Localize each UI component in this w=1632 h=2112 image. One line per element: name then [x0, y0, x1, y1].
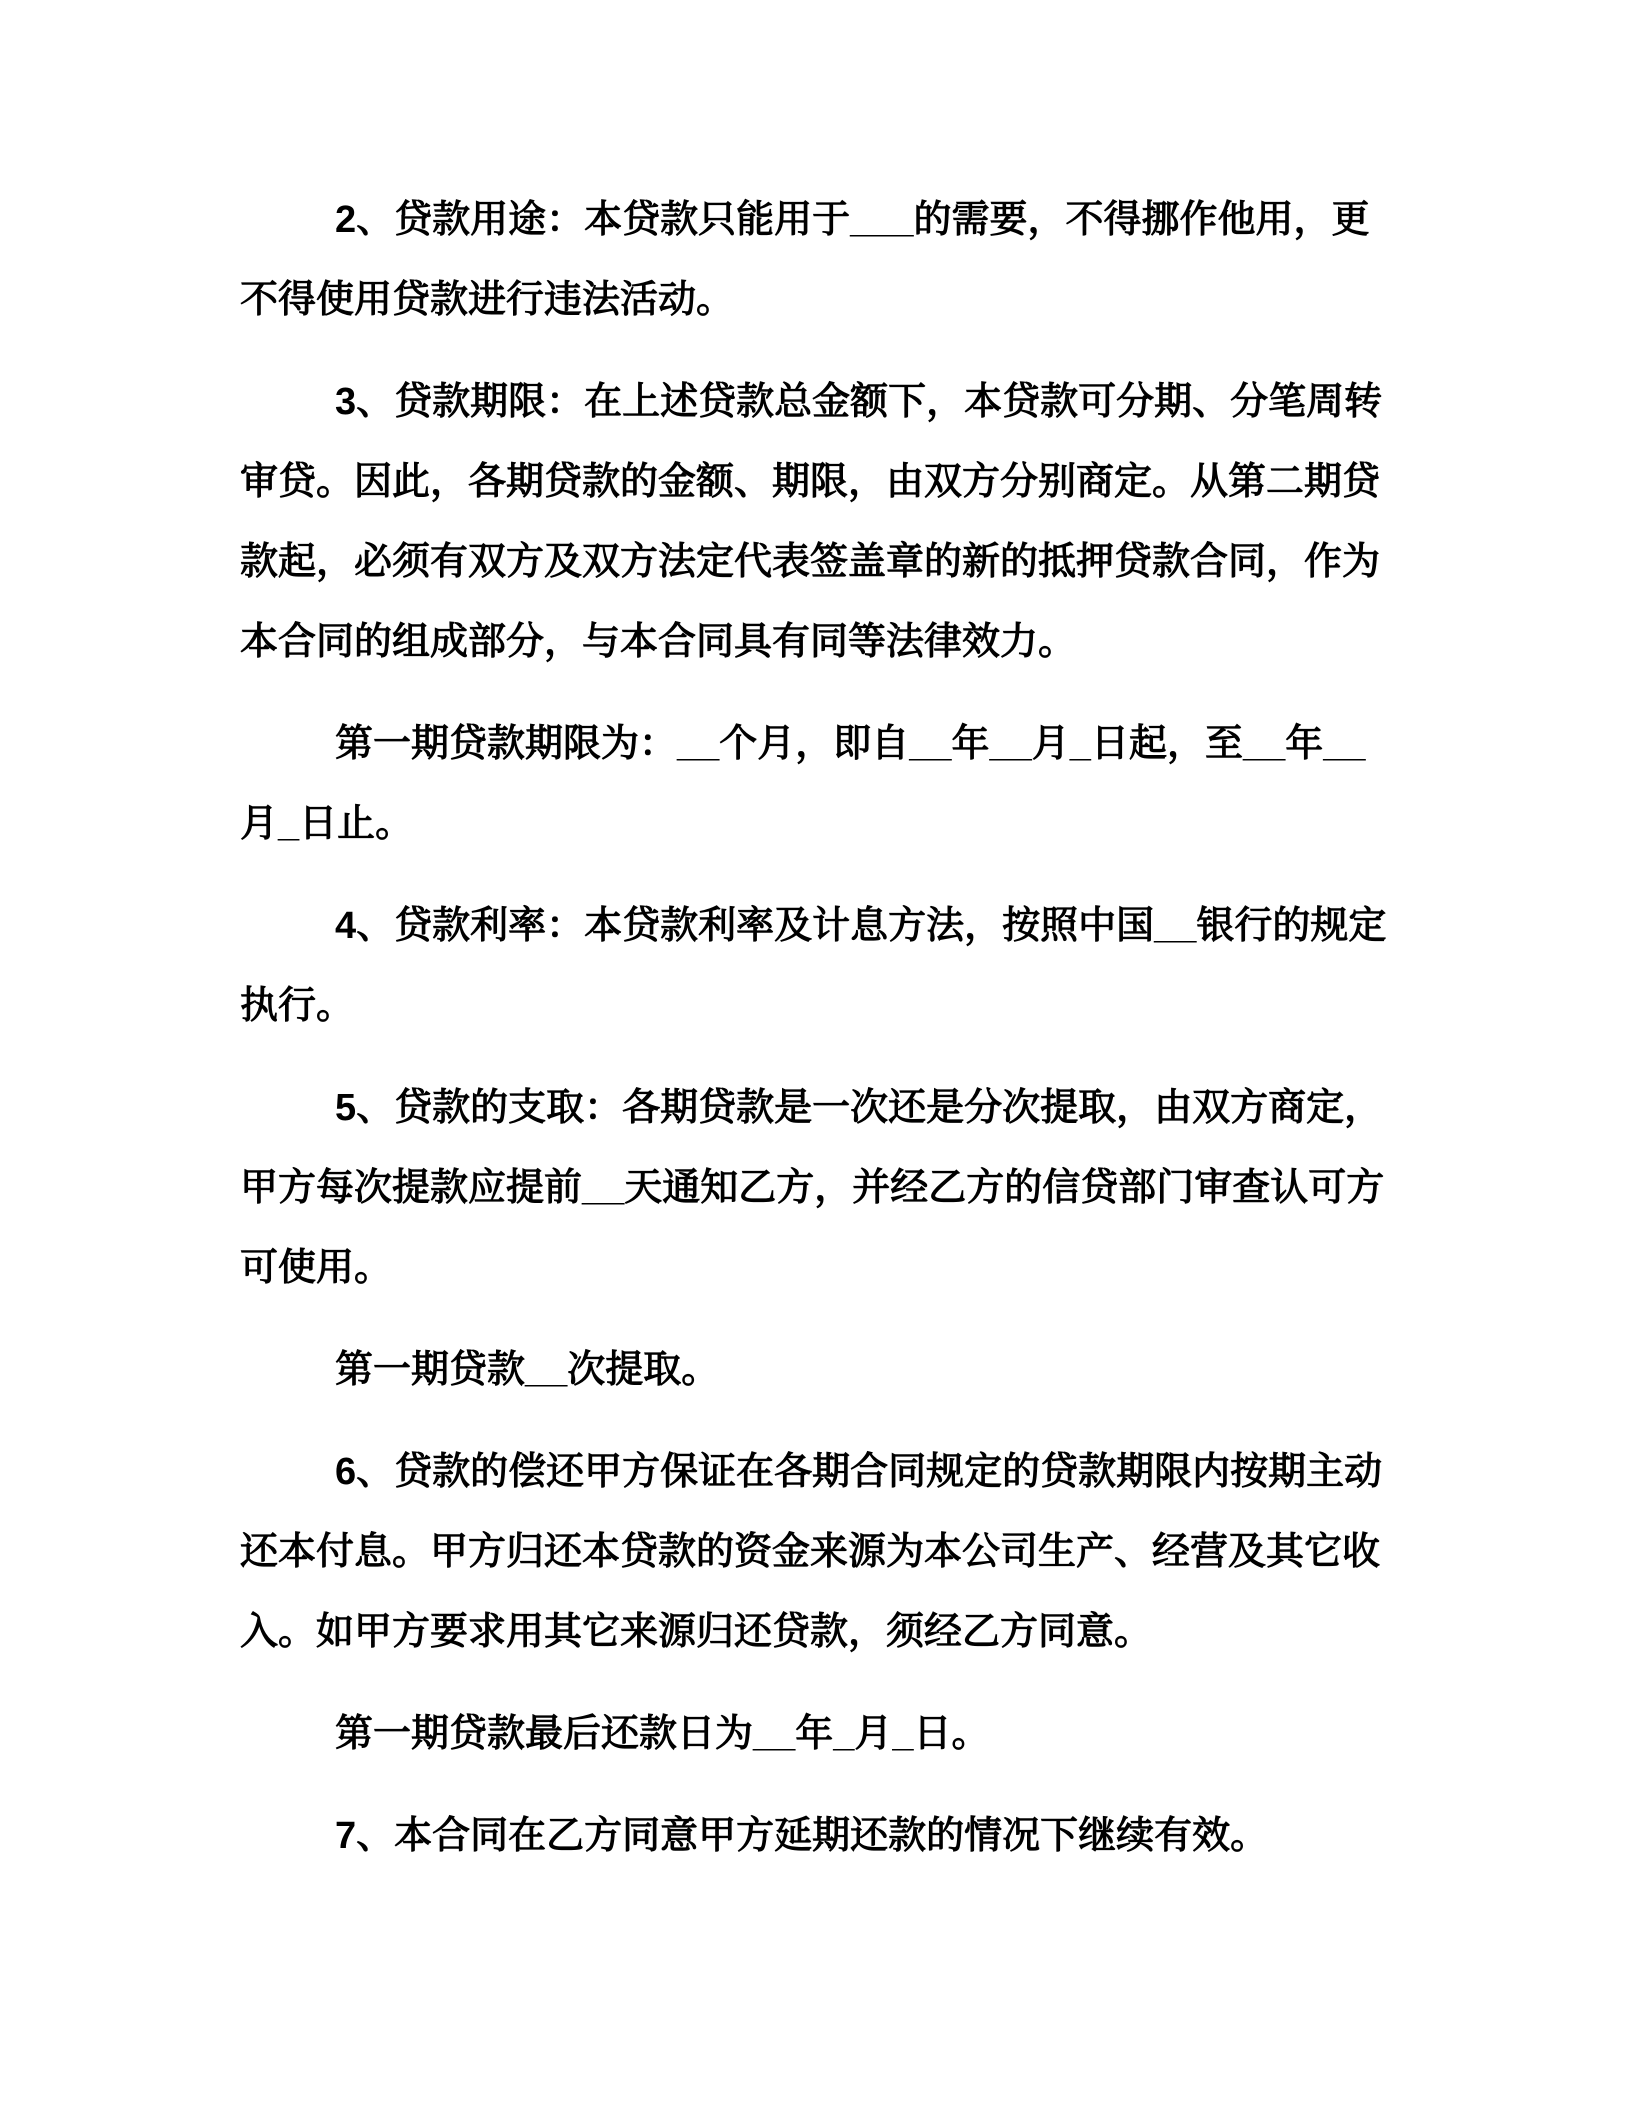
paragraph-loan-term: 3、贷款期限：在上述贷款总金额下，本贷款可分期、分笔周转审贷。因此，各期贷款的金额、期限，由双方分别商定。从第二期贷款起，必须有双方及双方法定代表签盖章的新的抵押贷款合同，作为本合同的组成部分，与本合同具有同等法律效力。: [240, 381, 1383, 663]
paragraph-interest-rate: 4、贷款利率：本贷款利率及计息方法，按照中国__银行的规定执行。: [240, 905, 1387, 1027]
paragraph-loan-purpose: 2、贷款用途：本贷款只能用于___的需要，不得挪作他用，更不得使用贷款进行违法活动。: [240, 199, 1370, 321]
paragraph-first-term-due-date: 第一期贷款最后还款日为__年_月_日。: [335, 1713, 990, 1755]
paragraph-loan-withdrawal: 5、贷款的支取：各期贷款是一次还是分次提取，由双方商定，甲方每次提款应提前__天通知乙方，并经乙方的信贷部门审查认可方可使用。: [240, 1087, 1385, 1289]
paragraph-loan-repayment: 6、贷款的偿还甲方保证在各期合同规定的贷款期限内按期主动还本付息。甲方归还本贷款的资金来源为本公司生产、经营及其它收入。如甲方要求用其它来源归还贷款，须经乙方同意。: [240, 1451, 1383, 1653]
paragraph-first-term-dates: 第一期贷款期限为：__个月，即自__年__月_日起，至__年__月_日止。: [240, 723, 1366, 845]
paragraph-extension-clause: 7、本合同在乙方同意甲方延期还款的情况下继续有效。: [335, 1815, 1269, 1857]
contract-body: [240, 180, 1400, 1876]
paragraph-first-term-withdrawal: 第一期贷款__次提取。: [335, 1349, 720, 1391]
